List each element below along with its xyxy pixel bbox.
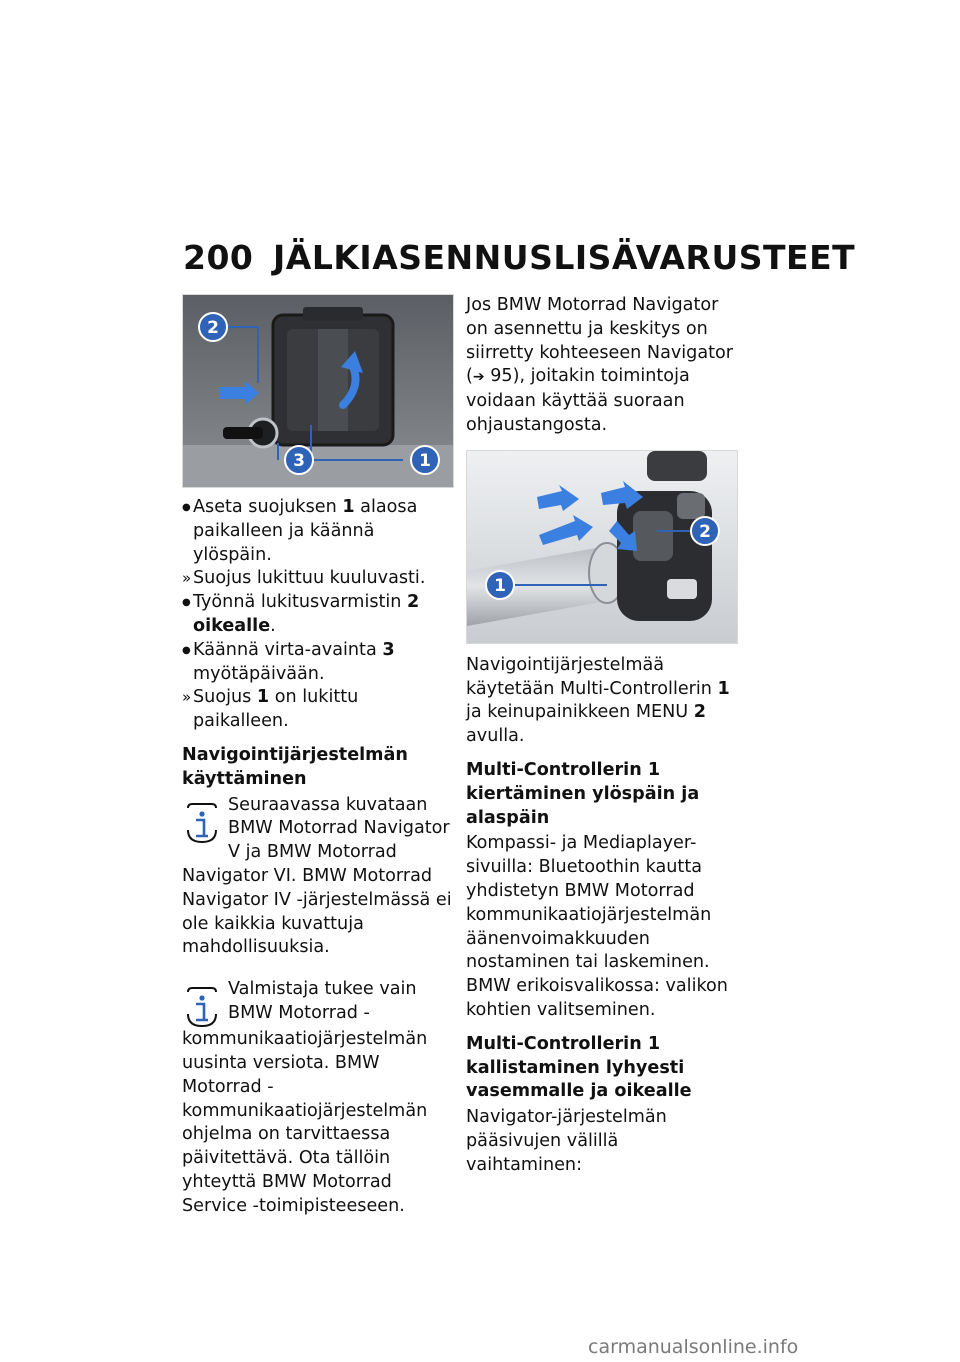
svg-text:2: 2 — [699, 521, 711, 542]
watermark: carmanualsonline.info — [588, 1336, 799, 1358]
info-note — [182, 794, 454, 961]
info-icon — [182, 984, 222, 1028]
intro-paragraph: Jos BMW Motorrad Navigator on asennettu ja keskitys on siirretty kohteeseen Navigator (➔ 95), joitakin toimintoja voidaan käyttää suoraan ohjaustangosta. — [466, 295, 734, 435]
figure-multi-controller — [466, 450, 738, 644]
page-reference[interactable]: 95 — [490, 366, 513, 387]
result-item: » Suojus 1 on lukittu paikalleen. — [182, 686, 454, 734]
svg-text:1: 1 — [419, 451, 431, 471]
page-reference-arrow-icon: ➔ — [472, 369, 485, 386]
bullet-dot-icon — [182, 496, 191, 522]
page-header — [183, 238, 856, 277]
callout-2 — [691, 517, 719, 545]
tilt-paragraph: Navigator-järjestelmän pääsivujen välillä vaihtaminen: — [466, 1107, 667, 1175]
rotate-paragraph: Kompassi- ja Mediaplayer-sivuilla: Bluetoothin kautta yhdistetyn BMW Motorrad kommunikaatiojärjestelmän äänenvoimakkuuden nostaminen tai laskeminen. — [466, 833, 712, 973]
left-column — [182, 294, 454, 1219]
figure-navigator-mount — [182, 294, 454, 488]
result-item: » Suojus lukittuu kuuluvasti. — [182, 567, 454, 591]
usage-paragraph: Navigointijärjestelmää käytetään Multi-Controllerin 1 ja keinupainikkeen MENU 2 avulla. — [466, 654, 730, 747]
section-heading: Multi-Controllerin 1 kallistaminen lyhyesti vasemmalle ja oikealle — [466, 1033, 692, 1102]
info-note — [182, 978, 454, 1218]
step-item: ● Käännä virta-avainta 3 myötäpäivään. — [182, 639, 454, 687]
svg-text:2: 2 — [207, 318, 219, 338]
step-item: ● Työnnä lukitusvarmistin 2 oikealle. — [182, 591, 454, 639]
section-heading: Navigointijärjestelmän käyttäminen — [182, 744, 408, 789]
rotate-paragraph: BMW erikoisvalikossa: valikon kohtien valitseminen. — [466, 976, 728, 1020]
navigator-mount-illustration — [183, 295, 453, 487]
result-arrow-icon — [182, 567, 191, 591]
chapter-title: JÄLKIASENNUSLISÄVARUSTEET — [273, 238, 856, 277]
mounting-steps — [182, 496, 454, 734]
result-arrow-icon — [182, 686, 191, 710]
svg-text:1: 1 — [494, 575, 506, 596]
page-number: 200 — [183, 238, 254, 277]
callout-3 — [285, 446, 313, 474]
callout-1 — [486, 571, 514, 599]
callout-2 — [199, 313, 227, 341]
callout-1 — [411, 446, 439, 474]
bullet-dot-icon — [182, 639, 191, 665]
multi-controller-illustration — [467, 451, 737, 643]
info-icon — [182, 800, 222, 844]
right-column — [466, 294, 738, 1178]
note-text: Seuraavassa kuvataan BMW Motorrad Navigator V ja BMW Motorrad Navigator VI. BMW Motorrad Navigator IV -järjestelmässä ei ole kaikkia kuvattuja mahdollisuuksia. — [182, 794, 452, 958]
step-item: ● Aseta suojuksen 1 alaosa paikalleen ja käännä ylöspäin. — [182, 496, 454, 567]
note-text: Valmistaja tukee vain BMW Motorrad -kommunikaatiojärjestelmän uusinta versiota. BMW Motorrad -kommunikaatiojärjestelmän ohjelma on tarvittaessa päivitettävä. Ota tällöin yhteyttä BMW Motorrad Service -toimipisteeseen. — [182, 979, 428, 1216]
bullet-dot-icon — [182, 591, 191, 617]
section-heading: Multi-Controllerin 1 kiertäminen ylöspäin ja alaspäin — [466, 759, 700, 828]
svg-text:3: 3 — [293, 451, 305, 471]
